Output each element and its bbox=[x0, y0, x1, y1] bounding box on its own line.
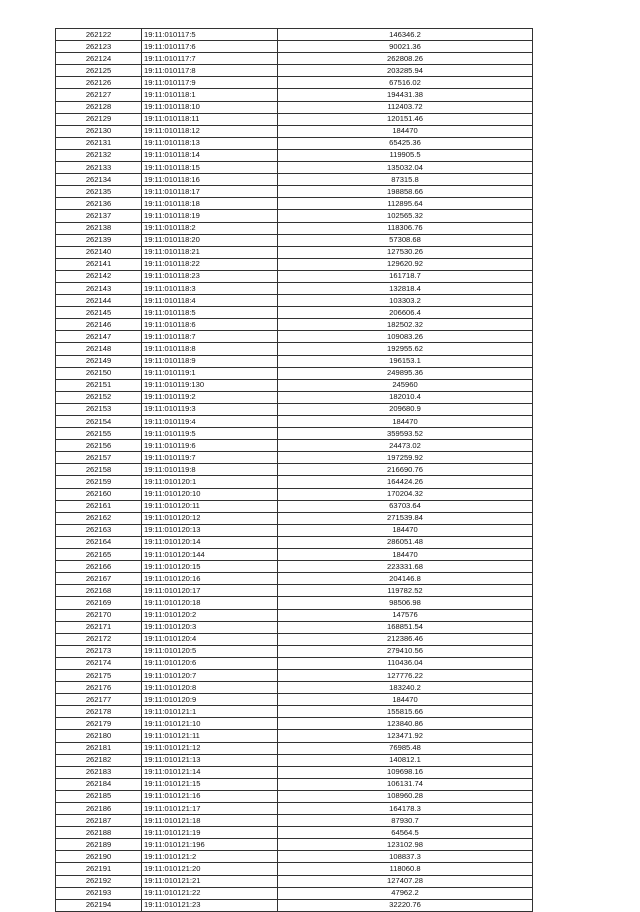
row-id-cell: 262167 bbox=[56, 573, 142, 585]
row-id-cell: 262141 bbox=[56, 258, 142, 270]
row-id-cell: 262125 bbox=[56, 65, 142, 77]
cadastral-number-cell: 19:11:010121:19 bbox=[142, 827, 278, 839]
table-row bbox=[56, 621, 533, 633]
row-id-cell: 262123 bbox=[56, 41, 142, 53]
cadastral-number-cell: 19:11:010118:9 bbox=[142, 355, 278, 367]
cadastral-number-cell: 19:11:010118:5 bbox=[142, 307, 278, 319]
amount-cell: 106131.74 bbox=[278, 778, 533, 790]
amount-cell: 147576 bbox=[278, 609, 533, 621]
row-id-cell: 262185 bbox=[56, 790, 142, 802]
row-id-cell: 262192 bbox=[56, 875, 142, 887]
cadastral-number-cell: 19:11:010120:5 bbox=[142, 645, 278, 657]
cadastral-number-cell: 19:11:010120:13 bbox=[142, 524, 278, 536]
table-row bbox=[56, 694, 533, 706]
table-row bbox=[56, 234, 533, 246]
row-id-cell: 262170 bbox=[56, 609, 142, 621]
row-id-cell: 262168 bbox=[56, 585, 142, 597]
cadastral-number-cell: 19:11:010120:10 bbox=[142, 488, 278, 500]
row-id-cell: 262154 bbox=[56, 416, 142, 428]
cadastral-number-cell: 19:11:010120:12 bbox=[142, 512, 278, 524]
amount-cell: 112895.64 bbox=[278, 198, 533, 210]
row-id-cell: 262184 bbox=[56, 778, 142, 790]
amount-cell: 197259.92 bbox=[278, 452, 533, 464]
row-id-cell: 262164 bbox=[56, 536, 142, 548]
cadastral-number-cell: 19:11:010118:11 bbox=[142, 113, 278, 125]
cadastral-number-cell: 19:11:010118:17 bbox=[142, 186, 278, 198]
row-id-cell: 262171 bbox=[56, 621, 142, 633]
amount-cell: 108837.3 bbox=[278, 851, 533, 863]
table-row bbox=[56, 125, 533, 137]
row-id-cell: 262178 bbox=[56, 706, 142, 718]
table-row bbox=[56, 633, 533, 645]
amount-cell: 212386.46 bbox=[278, 633, 533, 645]
cadastral-number-cell: 19:11:010120:1 bbox=[142, 476, 278, 488]
table-row bbox=[56, 403, 533, 415]
amount-cell: 170204.32 bbox=[278, 488, 533, 500]
amount-cell: 47962.2 bbox=[278, 887, 533, 899]
amount-cell: 65425.36 bbox=[278, 137, 533, 149]
cadastral-number-cell: 19:11:010120:14 bbox=[142, 536, 278, 548]
table-row bbox=[56, 682, 533, 694]
row-id-cell: 262176 bbox=[56, 682, 142, 694]
cadastral-number-cell: 19:11:010121:11 bbox=[142, 730, 278, 742]
amount-cell: 245960 bbox=[278, 379, 533, 391]
table-row bbox=[56, 827, 533, 839]
cadastral-number-cell: 19:11:010119:1 bbox=[142, 367, 278, 379]
row-id-cell: 262157 bbox=[56, 452, 142, 464]
amount-cell: 184470 bbox=[278, 416, 533, 428]
amount-cell: 118060.8 bbox=[278, 863, 533, 875]
cadastral-number-cell: 19:11:010118:23 bbox=[142, 270, 278, 282]
table-row bbox=[56, 270, 533, 282]
table-row bbox=[56, 476, 533, 488]
cadastral-number-cell: 19:11:010117:6 bbox=[142, 41, 278, 53]
cadastral-number-cell: 19:11:010121:14 bbox=[142, 766, 278, 778]
table-row bbox=[56, 597, 533, 609]
row-id-cell: 262127 bbox=[56, 89, 142, 101]
cadastral-number-cell: 19:11:010118:1 bbox=[142, 89, 278, 101]
table-row bbox=[56, 657, 533, 669]
amount-cell: 67516.02 bbox=[278, 77, 533, 89]
amount-cell: 87315.8 bbox=[278, 174, 533, 186]
cadastral-number-cell: 19:11:010119:6 bbox=[142, 440, 278, 452]
table-row bbox=[56, 367, 533, 379]
amount-cell: 109083.26 bbox=[278, 331, 533, 343]
cadastral-number-cell: 19:11:010118:16 bbox=[142, 174, 278, 186]
amount-cell: 102565.32 bbox=[278, 210, 533, 222]
cadastral-number-cell: 19:11:010120:9 bbox=[142, 694, 278, 706]
table-row bbox=[56, 89, 533, 101]
row-id-cell: 262150 bbox=[56, 367, 142, 379]
table-row bbox=[56, 186, 533, 198]
amount-cell: 123840.86 bbox=[278, 718, 533, 730]
cadastral-number-cell: 19:11:010119:3 bbox=[142, 403, 278, 415]
amount-cell: 223331.68 bbox=[278, 561, 533, 573]
cadastral-number-cell: 19:11:010120:3 bbox=[142, 621, 278, 633]
row-id-cell: 262132 bbox=[56, 149, 142, 161]
cadastral-number-cell: 19:11:010119:4 bbox=[142, 416, 278, 428]
table-row bbox=[56, 65, 533, 77]
row-id-cell: 262137 bbox=[56, 210, 142, 222]
table-row bbox=[56, 137, 533, 149]
amount-cell: 155815.66 bbox=[278, 706, 533, 718]
table-row bbox=[56, 488, 533, 500]
amount-cell: 168851.54 bbox=[278, 621, 533, 633]
amount-cell: 140812.1 bbox=[278, 754, 533, 766]
cadastral-number-cell: 19:11:010121:10 bbox=[142, 718, 278, 730]
cadastral-number-cell: 19:11:010120:2 bbox=[142, 609, 278, 621]
amount-cell: 103303.2 bbox=[278, 295, 533, 307]
table-row bbox=[56, 452, 533, 464]
table-row bbox=[56, 573, 533, 585]
cadastral-number-cell: 19:11:010118:21 bbox=[142, 246, 278, 258]
row-id-cell: 262191 bbox=[56, 863, 142, 875]
row-id-cell: 262131 bbox=[56, 137, 142, 149]
row-id-cell: 262128 bbox=[56, 101, 142, 113]
amount-cell: 196153.1 bbox=[278, 355, 533, 367]
row-id-cell: 262181 bbox=[56, 742, 142, 754]
table-row bbox=[56, 440, 533, 452]
table-row bbox=[56, 307, 533, 319]
amount-cell: 182502.32 bbox=[278, 319, 533, 331]
cadastral-number-cell: 19:11:010118:2 bbox=[142, 222, 278, 234]
cadastral-number-cell: 19:11:010118:19 bbox=[142, 210, 278, 222]
cadastral-number-cell: 19:11:010119:130 bbox=[142, 379, 278, 391]
cadastral-number-cell: 19:11:010117:9 bbox=[142, 77, 278, 89]
amount-cell: 206606.4 bbox=[278, 307, 533, 319]
amount-cell: 209680.9 bbox=[278, 403, 533, 415]
table-row bbox=[56, 29, 533, 41]
row-id-cell: 262165 bbox=[56, 549, 142, 561]
cadastral-number-cell: 19:11:010120:144 bbox=[142, 549, 278, 561]
table-row bbox=[56, 887, 533, 899]
cadastral-number-cell: 19:11:010121:1 bbox=[142, 706, 278, 718]
amount-cell: 203285.94 bbox=[278, 65, 533, 77]
amount-cell: 194431.38 bbox=[278, 89, 533, 101]
row-id-cell: 262143 bbox=[56, 282, 142, 294]
cadastral-number-cell: 19:11:010121:15 bbox=[142, 778, 278, 790]
table-row bbox=[56, 258, 533, 270]
row-id-cell: 262187 bbox=[56, 815, 142, 827]
amount-cell: 216690.76 bbox=[278, 464, 533, 476]
cadastral-number-cell: 19:11:010120:11 bbox=[142, 500, 278, 512]
amount-cell: 123471.92 bbox=[278, 730, 533, 742]
cadastral-number-cell: 19:11:010118:14 bbox=[142, 149, 278, 161]
table-row bbox=[56, 77, 533, 89]
amount-cell: 184470 bbox=[278, 125, 533, 137]
cadastral-number-cell: 19:11:010119:2 bbox=[142, 391, 278, 403]
amount-cell: 279410.56 bbox=[278, 645, 533, 657]
table-row bbox=[56, 282, 533, 294]
amount-cell: 32220.76 bbox=[278, 899, 533, 911]
cadastral-number-cell: 19:11:010121:16 bbox=[142, 790, 278, 802]
table-row bbox=[56, 101, 533, 113]
table-row bbox=[56, 536, 533, 548]
table-row bbox=[56, 742, 533, 754]
amount-cell: 110436.04 bbox=[278, 657, 533, 669]
table-row bbox=[56, 561, 533, 573]
amount-cell: 64564.5 bbox=[278, 827, 533, 839]
table-row bbox=[56, 899, 533, 911]
amount-cell: 204146.8 bbox=[278, 573, 533, 585]
row-id-cell: 262126 bbox=[56, 77, 142, 89]
cadastral-number-cell: 19:11:010121:17 bbox=[142, 803, 278, 815]
table-row bbox=[56, 295, 533, 307]
row-id-cell: 262179 bbox=[56, 718, 142, 730]
cadastral-number-cell: 19:11:010118:6 bbox=[142, 319, 278, 331]
table-row bbox=[56, 162, 533, 174]
row-id-cell: 262172 bbox=[56, 633, 142, 645]
amount-cell: 184470 bbox=[278, 549, 533, 561]
row-id-cell: 262122 bbox=[56, 29, 142, 41]
amount-cell: 135032.04 bbox=[278, 162, 533, 174]
row-id-cell: 262161 bbox=[56, 500, 142, 512]
cadastral-number-cell: 19:11:010120:6 bbox=[142, 657, 278, 669]
table-row bbox=[56, 512, 533, 524]
row-id-cell: 262160 bbox=[56, 488, 142, 500]
row-id-cell: 262166 bbox=[56, 561, 142, 573]
cadastral-number-cell: 19:11:010121:23 bbox=[142, 899, 278, 911]
amount-cell: 57308.68 bbox=[278, 234, 533, 246]
amount-cell: 123102.98 bbox=[278, 839, 533, 851]
table-row bbox=[56, 718, 533, 730]
row-id-cell: 262151 bbox=[56, 379, 142, 391]
cadastral-number-cell: 19:11:010121:18 bbox=[142, 815, 278, 827]
row-id-cell: 262135 bbox=[56, 186, 142, 198]
table-row bbox=[56, 669, 533, 681]
table-row bbox=[56, 41, 533, 53]
table-row bbox=[56, 174, 533, 186]
table-row bbox=[56, 585, 533, 597]
table-row bbox=[56, 464, 533, 476]
table-row bbox=[56, 730, 533, 742]
amount-cell: 146346.2 bbox=[278, 29, 533, 41]
amount-cell: 87930.7 bbox=[278, 815, 533, 827]
row-id-cell: 262148 bbox=[56, 343, 142, 355]
table-row bbox=[56, 815, 533, 827]
table-row bbox=[56, 790, 533, 802]
amount-cell: 132818.4 bbox=[278, 282, 533, 294]
table-row bbox=[56, 343, 533, 355]
cadastral-number-cell: 19:11:010118:8 bbox=[142, 343, 278, 355]
amount-cell: 112403.72 bbox=[278, 101, 533, 113]
cadastral-number-cell: 19:11:010121:22 bbox=[142, 887, 278, 899]
cadastral-number-cell: 19:11:010121:13 bbox=[142, 754, 278, 766]
amount-cell: 90021.36 bbox=[278, 41, 533, 53]
row-id-cell: 262186 bbox=[56, 803, 142, 815]
amount-cell: 262808.26 bbox=[278, 53, 533, 65]
row-id-cell: 262174 bbox=[56, 657, 142, 669]
cadastral-number-cell: 19:11:010120:8 bbox=[142, 682, 278, 694]
amount-cell: 161718.7 bbox=[278, 270, 533, 282]
table-row bbox=[56, 839, 533, 851]
row-id-cell: 262163 bbox=[56, 524, 142, 536]
cadastral-number-cell: 19:11:010120:15 bbox=[142, 561, 278, 573]
row-id-cell: 262136 bbox=[56, 198, 142, 210]
amount-cell: 109698.16 bbox=[278, 766, 533, 778]
amount-cell: 249895.36 bbox=[278, 367, 533, 379]
cadastral-number-cell: 19:11:010117:8 bbox=[142, 65, 278, 77]
row-id-cell: 262190 bbox=[56, 851, 142, 863]
amount-cell: 271539.84 bbox=[278, 512, 533, 524]
table-row bbox=[56, 778, 533, 790]
row-id-cell: 262129 bbox=[56, 113, 142, 125]
cadastral-number-cell: 19:11:010121:196 bbox=[142, 839, 278, 851]
row-id-cell: 262153 bbox=[56, 403, 142, 415]
cadastral-number-cell: 19:11:010118:7 bbox=[142, 331, 278, 343]
cadastral-number-cell: 19:11:010117:7 bbox=[142, 53, 278, 65]
row-id-cell: 262183 bbox=[56, 766, 142, 778]
table-row bbox=[56, 706, 533, 718]
table-row bbox=[56, 222, 533, 234]
row-id-cell: 262130 bbox=[56, 125, 142, 137]
cadastral-number-cell: 19:11:010118:12 bbox=[142, 125, 278, 137]
row-id-cell: 262147 bbox=[56, 331, 142, 343]
row-id-cell: 262145 bbox=[56, 307, 142, 319]
cadastral-number-cell: 19:11:010118:13 bbox=[142, 137, 278, 149]
table-row bbox=[56, 246, 533, 258]
table-row bbox=[56, 113, 533, 125]
table-body bbox=[56, 29, 533, 912]
cadastral-number-cell: 19:11:010119:5 bbox=[142, 428, 278, 440]
cadastral-number-cell: 19:11:010120:4 bbox=[142, 633, 278, 645]
cadastral-number-cell: 19:11:010120:17 bbox=[142, 585, 278, 597]
row-id-cell: 262133 bbox=[56, 162, 142, 174]
cadastral-number-cell: 19:11:010117:5 bbox=[142, 29, 278, 41]
amount-cell: 129620.92 bbox=[278, 258, 533, 270]
row-id-cell: 262146 bbox=[56, 319, 142, 331]
row-id-cell: 262134 bbox=[56, 174, 142, 186]
row-id-cell: 262140 bbox=[56, 246, 142, 258]
table-row bbox=[56, 210, 533, 222]
amount-cell: 24473.02 bbox=[278, 440, 533, 452]
row-id-cell: 262193 bbox=[56, 887, 142, 899]
row-id-cell: 262169 bbox=[56, 597, 142, 609]
amount-cell: 182010.4 bbox=[278, 391, 533, 403]
table-row bbox=[56, 331, 533, 343]
cadastral-number-cell: 19:11:010121:21 bbox=[142, 875, 278, 887]
cadastral-number-cell: 19:11:010121:20 bbox=[142, 863, 278, 875]
amount-cell: 183240.2 bbox=[278, 682, 533, 694]
amount-cell: 192955.62 bbox=[278, 343, 533, 355]
row-id-cell: 262173 bbox=[56, 645, 142, 657]
row-id-cell: 262162 bbox=[56, 512, 142, 524]
amount-cell: 286051.48 bbox=[278, 536, 533, 548]
table-row bbox=[56, 754, 533, 766]
amount-cell: 184470 bbox=[278, 694, 533, 706]
row-id-cell: 262188 bbox=[56, 827, 142, 839]
data-table bbox=[55, 28, 533, 912]
table-row bbox=[56, 149, 533, 161]
cadastral-number-cell: 19:11:010120:18 bbox=[142, 597, 278, 609]
table-row bbox=[56, 766, 533, 778]
table-row bbox=[56, 355, 533, 367]
cadastral-number-cell: 19:11:010118:4 bbox=[142, 295, 278, 307]
cadastral-number-cell: 19:11:010118:20 bbox=[142, 234, 278, 246]
row-id-cell: 262155 bbox=[56, 428, 142, 440]
table-row bbox=[56, 391, 533, 403]
table-row bbox=[56, 863, 533, 875]
amount-cell: 119782.52 bbox=[278, 585, 533, 597]
table-row bbox=[56, 53, 533, 65]
table-row bbox=[56, 851, 533, 863]
amount-cell: 76985.48 bbox=[278, 742, 533, 754]
row-id-cell: 262159 bbox=[56, 476, 142, 488]
amount-cell: 127530.26 bbox=[278, 246, 533, 258]
table-row bbox=[56, 875, 533, 887]
amount-cell: 127407.28 bbox=[278, 875, 533, 887]
table-row bbox=[56, 609, 533, 621]
row-id-cell: 262138 bbox=[56, 222, 142, 234]
row-id-cell: 262158 bbox=[56, 464, 142, 476]
cadastral-number-cell: 19:11:010119:7 bbox=[142, 452, 278, 464]
row-id-cell: 262175 bbox=[56, 669, 142, 681]
amount-cell: 359593.52 bbox=[278, 428, 533, 440]
amount-cell: 198858.66 bbox=[278, 186, 533, 198]
amount-cell: 108960.28 bbox=[278, 790, 533, 802]
table-row bbox=[56, 319, 533, 331]
row-id-cell: 262177 bbox=[56, 694, 142, 706]
row-id-cell: 262142 bbox=[56, 270, 142, 282]
table-row bbox=[56, 500, 533, 512]
row-id-cell: 262156 bbox=[56, 440, 142, 452]
table-row bbox=[56, 428, 533, 440]
table-row bbox=[56, 524, 533, 536]
cadastral-number-cell: 19:11:010118:15 bbox=[142, 162, 278, 174]
amount-cell: 127776.22 bbox=[278, 669, 533, 681]
table-row bbox=[56, 803, 533, 815]
cadastral-number-cell: 19:11:010121:12 bbox=[142, 742, 278, 754]
amount-cell: 164178.3 bbox=[278, 803, 533, 815]
table-row bbox=[56, 645, 533, 657]
amount-cell: 98506.98 bbox=[278, 597, 533, 609]
table-row bbox=[56, 198, 533, 210]
amount-cell: 120151.46 bbox=[278, 113, 533, 125]
row-id-cell: 262139 bbox=[56, 234, 142, 246]
cadastral-number-cell: 19:11:010121:2 bbox=[142, 851, 278, 863]
cadastral-number-cell: 19:11:010118:18 bbox=[142, 198, 278, 210]
table-row bbox=[56, 416, 533, 428]
amount-cell: 119905.5 bbox=[278, 149, 533, 161]
amount-cell: 63703.64 bbox=[278, 500, 533, 512]
row-id-cell: 262149 bbox=[56, 355, 142, 367]
row-id-cell: 262182 bbox=[56, 754, 142, 766]
cadastral-number-cell: 19:11:010118:22 bbox=[142, 258, 278, 270]
row-id-cell: 262180 bbox=[56, 730, 142, 742]
amount-cell: 164424.26 bbox=[278, 476, 533, 488]
cadastral-number-cell: 19:11:010119:8 bbox=[142, 464, 278, 476]
row-id-cell: 262144 bbox=[56, 295, 142, 307]
amount-cell: 118306.76 bbox=[278, 222, 533, 234]
row-id-cell: 262124 bbox=[56, 53, 142, 65]
table-row bbox=[56, 379, 533, 391]
cadastral-number-cell: 19:11:010118:3 bbox=[142, 282, 278, 294]
row-id-cell: 262189 bbox=[56, 839, 142, 851]
table-row bbox=[56, 549, 533, 561]
cadastral-number-cell: 19:11:010120:16 bbox=[142, 573, 278, 585]
row-id-cell: 262152 bbox=[56, 391, 142, 403]
cadastral-number-cell: 19:11:010120:7 bbox=[142, 669, 278, 681]
row-id-cell: 262194 bbox=[56, 899, 142, 911]
amount-cell: 184470 bbox=[278, 524, 533, 536]
cadastral-number-cell: 19:11:010118:10 bbox=[142, 101, 278, 113]
